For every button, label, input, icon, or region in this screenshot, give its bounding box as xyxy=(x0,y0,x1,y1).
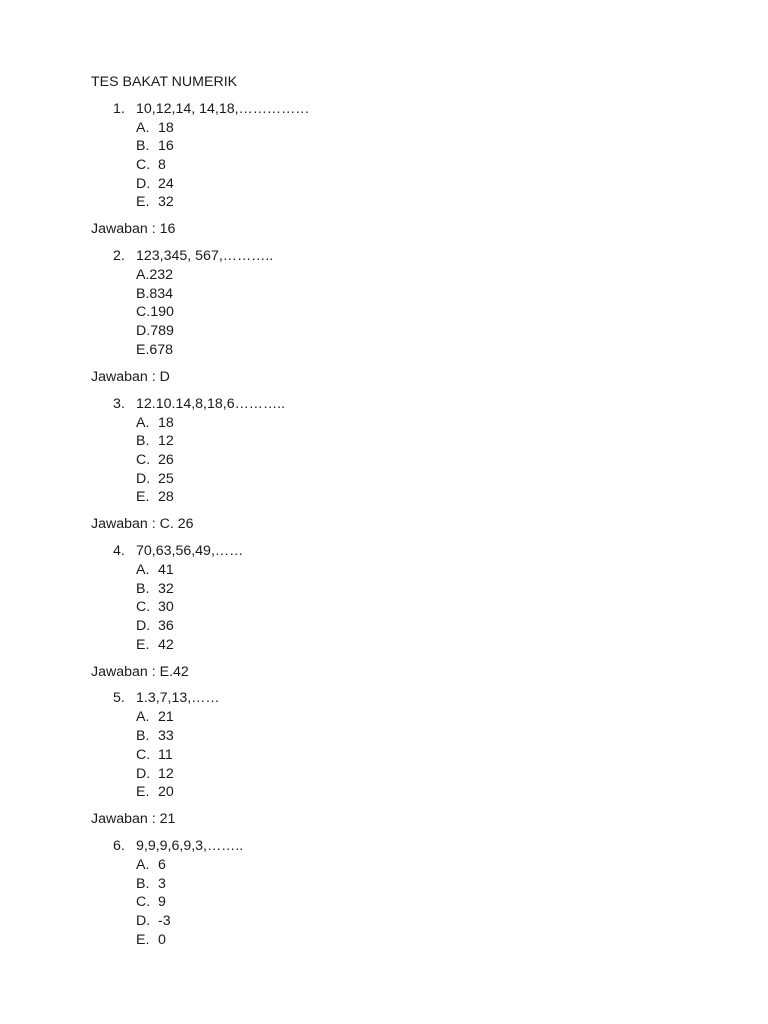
option-letter: E. xyxy=(136,932,150,948)
option-value: 26 xyxy=(158,452,174,468)
option-letter: B. xyxy=(136,728,150,744)
question-number: 1. xyxy=(113,101,125,117)
option-value: 8 xyxy=(158,157,166,173)
option-value: 25 xyxy=(158,471,174,487)
option-value: 18 xyxy=(158,120,174,136)
option-value: 28 xyxy=(158,489,174,505)
question-text: 9,9,9,6,9,3,…….. xyxy=(136,838,244,854)
document-title: TES BAKAT NUMERIK xyxy=(91,74,238,90)
option-letter: E. xyxy=(136,784,150,800)
option-value: 20 xyxy=(158,784,174,800)
option-value: 6 xyxy=(158,857,166,873)
option-letter: B. xyxy=(136,138,150,154)
option-letter: A. xyxy=(136,709,150,725)
option-value: 0 xyxy=(158,932,166,948)
option-letter: E. xyxy=(136,637,150,653)
option-value: 3 xyxy=(158,876,166,892)
option-value: 32 xyxy=(158,581,174,597)
option-value: 33 xyxy=(158,728,174,744)
option-value: 16 xyxy=(158,138,174,154)
option-letter: D. xyxy=(136,913,151,929)
option-value: 41 xyxy=(158,562,174,578)
option-letter: D. xyxy=(136,471,151,487)
question-text: 70,63,56,49,…… xyxy=(136,543,244,559)
question-number: 5. xyxy=(113,690,125,706)
option-letter: A. xyxy=(136,562,150,578)
option-letter: E. xyxy=(136,194,150,210)
option-letter: E. xyxy=(136,489,150,505)
option-value: 42 xyxy=(158,637,174,653)
answer-text: Jawaban : 16 xyxy=(91,221,176,237)
option-value: 12 xyxy=(158,433,174,449)
option-letter: A. xyxy=(136,415,150,431)
option-value: 24 xyxy=(158,176,174,192)
option-letter: D. xyxy=(136,176,151,192)
option-letter: D. xyxy=(136,766,151,782)
question-number: 3. xyxy=(113,396,125,412)
option-letter: D. xyxy=(136,618,151,634)
option-value: 18 xyxy=(158,415,174,431)
option-value: 11 xyxy=(158,747,173,763)
option-text: D.789 xyxy=(136,323,174,339)
option-text: E.678 xyxy=(136,342,174,358)
option-value: 36 xyxy=(158,618,174,634)
question-number: 4. xyxy=(113,543,125,559)
option-value: 9 xyxy=(158,894,166,910)
option-letter: B. xyxy=(136,581,150,597)
option-letter: B. xyxy=(136,876,150,892)
question-text: 1.3,7,13,…… xyxy=(136,690,220,706)
option-letter: B. xyxy=(136,433,150,449)
option-value: 12 xyxy=(158,766,174,782)
question-number: 6. xyxy=(113,838,125,854)
option-value: 21 xyxy=(158,709,174,725)
answer-text: Jawaban : C. 26 xyxy=(91,516,194,532)
option-letter: C. xyxy=(136,157,151,173)
question-text: 10,12,14, 14,18,…………… xyxy=(136,101,310,117)
answer-text: Jawaban : D xyxy=(91,369,170,385)
option-letter: C. xyxy=(136,747,151,763)
option-letter: A. xyxy=(136,857,150,873)
option-letter: C. xyxy=(136,452,151,468)
option-value: 32 xyxy=(158,194,174,210)
option-value: -3 xyxy=(158,913,171,929)
question-text: 12.10.14,8,18,6……….. xyxy=(136,396,286,412)
option-letter: C. xyxy=(136,599,151,615)
option-letter: A. xyxy=(136,120,150,136)
option-text: C.190 xyxy=(136,304,174,320)
answer-text: Jawaban : E.42 xyxy=(91,664,189,680)
answer-text: Jawaban : 21 xyxy=(91,811,176,827)
option-value: 30 xyxy=(158,599,174,615)
question-number: 2. xyxy=(113,248,125,264)
option-letter: C. xyxy=(136,894,151,910)
option-text: A.232 xyxy=(136,267,174,283)
option-text: B.834 xyxy=(136,286,174,302)
question-text: 123,345, 567,……….. xyxy=(136,248,274,264)
